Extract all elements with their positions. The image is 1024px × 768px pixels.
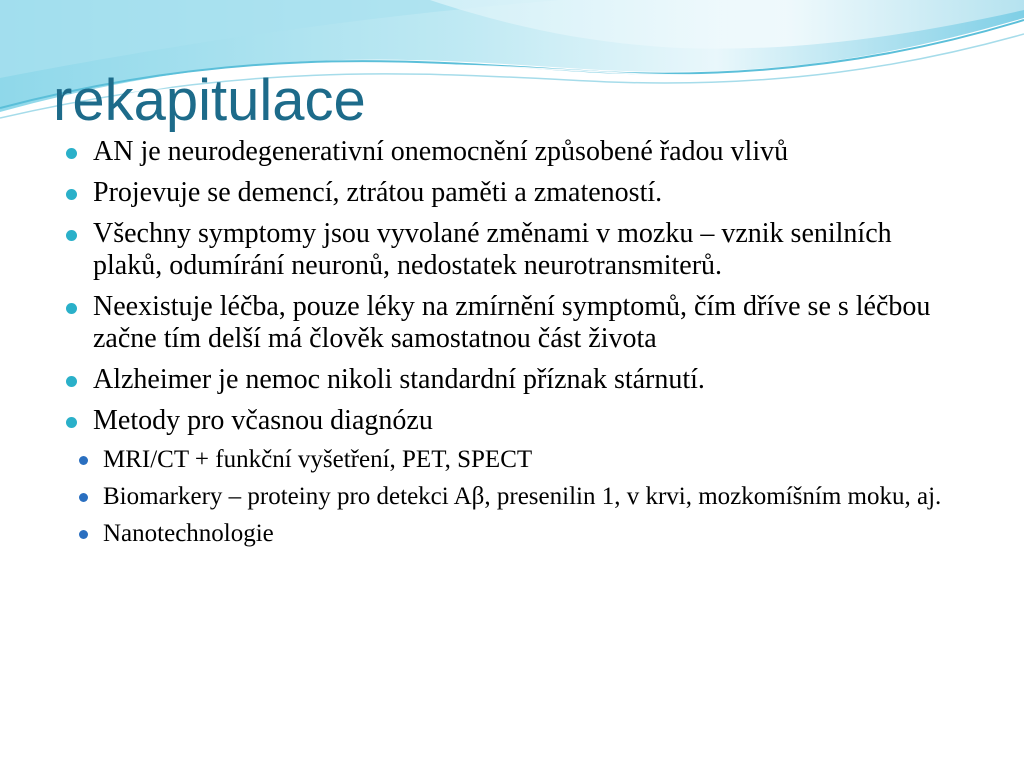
bullet-text: Neexistuje léčba, pouze léky na zmírnění symptomů, čím dříve se s léčbou začne tím delší má člověk samostatnou část života bbox=[93, 291, 931, 354]
slide-title: rekapitulace bbox=[53, 68, 366, 133]
bullet-dot-icon bbox=[66, 303, 77, 314]
sub-bullet-item bbox=[93, 482, 942, 511]
bullet-text: Alzheimer je nemoc nikoli standardní příznak stárnutí. bbox=[93, 364, 705, 395]
bullet-dot-icon bbox=[66, 189, 77, 200]
sub-bullet-list bbox=[93, 445, 942, 548]
sub-bullet-dot-icon bbox=[79, 456, 88, 465]
sub-bullet-dot-icon bbox=[79, 493, 88, 502]
sub-bullet-item bbox=[93, 445, 942, 474]
bullet-dot-icon bbox=[66, 376, 77, 387]
bullet-dot-icon bbox=[66, 148, 77, 159]
bullet-dot-icon bbox=[66, 230, 77, 241]
sub-bullet-text: Biomarkery – proteiny pro detekci Aβ, presenilin 1, v krvi, mozkomíšním moku, aj. bbox=[103, 483, 942, 510]
bullet-text: Metody pro včasnou diagnózu bbox=[93, 405, 433, 436]
bullet-item bbox=[62, 218, 942, 282]
bullet-item bbox=[62, 291, 942, 355]
sub-bullet-dot-icon bbox=[79, 530, 88, 539]
sub-bullet-text: Nanotechnologie bbox=[103, 520, 274, 547]
bullet-text: AN je neurodegenerativní onemocnění způsobené řadou vlivů bbox=[93, 136, 789, 167]
bullet-item bbox=[62, 364, 942, 396]
bullet-dot-icon bbox=[66, 417, 77, 428]
bullet-text: Projevuje se demencí, ztrátou paměti a zmateností. bbox=[93, 177, 663, 208]
bullet-item bbox=[62, 177, 942, 209]
bullet-item bbox=[62, 136, 942, 168]
bullet-text: Všechny symptomy jsou vyvolané změnami v mozku – vznik senilních plaků, odumírání neuronů, nedostatek neurotransmiterů. bbox=[93, 218, 892, 281]
sub-bullet-text: MRI/CT + funkční vyšetření, PET, SPECT bbox=[103, 446, 533, 473]
bullet-list bbox=[62, 136, 942, 548]
sub-bullet-item bbox=[93, 519, 942, 548]
slide-content bbox=[62, 136, 942, 557]
bullet-item bbox=[62, 405, 942, 548]
